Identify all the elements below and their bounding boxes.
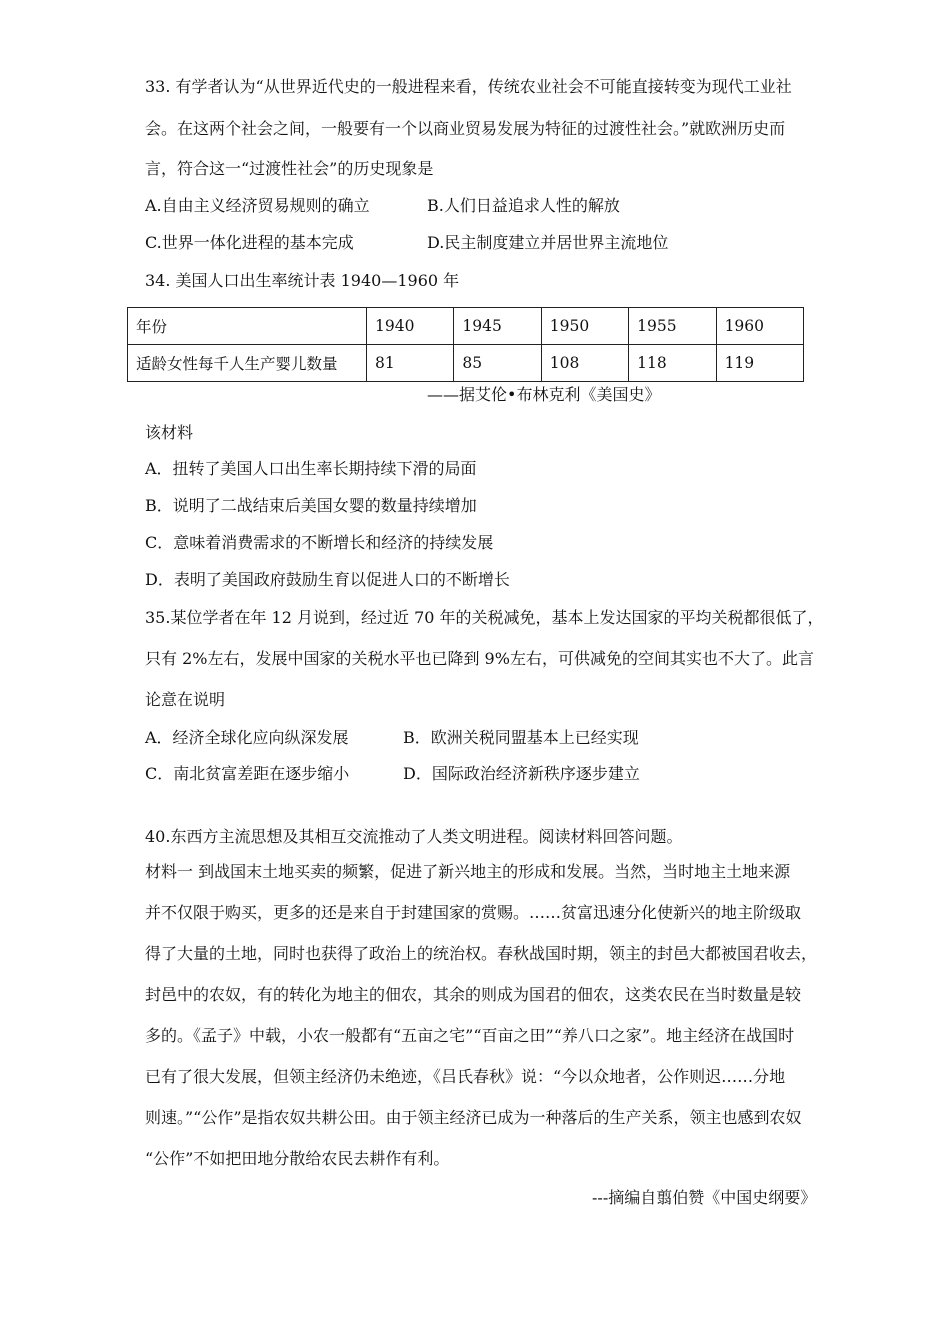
q40-material-line-4: 封邑中的农奴，有的转化为地主的佃农，其余的则成为国君的佃农，这类农民在当时数量是较	[145, 985, 802, 1004]
table-cell: 119	[716, 345, 803, 382]
table-cell: 118	[629, 345, 716, 382]
q40-material-line-8: “公作”不如把田地分散给农民去耕作有利。	[145, 1149, 450, 1168]
q33-line-1: 33. 有学者认为“从世界近代史的一般进程来看，传统农业社会不可能直接转变为现代工业社	[145, 77, 792, 96]
q34-option-b: B．说明了二战结束后美国女婴的数量持续增加	[145, 496, 477, 515]
table-cell: 81	[367, 345, 454, 382]
q40-material-line-2: 并不仅限于购买，更多的还是来自于封建国家的赏赐。……贫富迅速分化使新兴的地主阶级取	[145, 903, 802, 922]
table-header-year: 年份	[128, 308, 367, 345]
q35-option-b: B．欧洲关税同盟基本上已经实现	[403, 728, 639, 747]
q33-option-c: C.世界一体化进程的基本完成	[145, 233, 354, 252]
q35-line-3: 论意在说明	[145, 690, 226, 709]
q40-material-line-6: 已有了很大发展，但领主经济仍未绝迹，《吕氏春秋》说：“今以众地者，公作则迟……分地	[145, 1067, 786, 1086]
q35-line-2: 只有 2%左右，发展中国家的关税水平也已降到 9%左右，可供减免的空间其实也不大了。此言	[145, 649, 814, 668]
q33-option-b: B.人们日益追求人性的解放	[427, 196, 620, 215]
q34-option-a: A．扭转了美国人口出生率长期持续下滑的局面	[145, 459, 477, 478]
q40-material-line-5: 多的。《孟子》中载，小农一般都有“五亩之宅”“百亩之田”“养八口之家”。地主经济在战国时	[145, 1026, 795, 1045]
q35-option-d: D．国际政治经济新秩序逐步建立	[403, 764, 640, 783]
table-cell: 85	[454, 345, 541, 382]
table-cell: 108	[541, 345, 628, 382]
q34-stem: 该材料	[145, 423, 194, 442]
table-cell: 1955	[629, 308, 716, 345]
table-cell: 1960	[716, 308, 803, 345]
q33-option-a: A.自由主义经济贸易规则的确立	[145, 196, 370, 215]
table-cell: 1950	[541, 308, 628, 345]
birth-rate-table	[127, 307, 804, 382]
q34-option-d: D．表明了美国政府鼓励生育以促进人口的不断增长	[145, 570, 510, 589]
q33-option-d: D.民主制度建立并居世界主流地位	[427, 233, 669, 252]
q40-material-line-3: 得了大量的土地，同时也获得了政治上的统治权。春秋战国时期，领主的封邑大都被国君收去，	[145, 944, 818, 963]
q35-option-c: C．南北贫富差距在逐步缩小	[145, 764, 350, 783]
table-row	[128, 308, 804, 345]
q34-title: 34. 美国人口出生率统计表 1940—1960 年	[145, 271, 460, 290]
table-cell: 1940	[367, 308, 454, 345]
q40-material-line-7: 则速。”“公作”是指农奴共耕公田。由于领主经济已成为一种落后的生产关系，领主也感到农奴	[145, 1108, 802, 1127]
q40-title: 40.东西方主流思想及其相互交流推动了人类文明进程。阅读材料回答问题。	[145, 827, 683, 846]
q33-line-3: 言，符合这一“过渡性社会”的历史现象是	[145, 159, 434, 178]
q33-line-2: 会。在这两个社会之间，一般要有一个以商业贸易发展为特征的过渡性社会。”就欧洲历史而	[145, 119, 786, 138]
q35-option-a: A．经济全球化应向纵深发展	[145, 728, 349, 747]
q34-source: ——据艾伦•布林克利《美国史》	[427, 385, 661, 404]
table-cell: 1945	[454, 308, 541, 345]
q40-source: ---摘编自翦伯赞《中国史纲要》	[592, 1188, 817, 1207]
table-row	[128, 345, 804, 382]
q35-line-1: 35.某位学者在年 12 月说到，经过近 70 年的关税减免，基本上发达国家的平均关税都很低了，	[145, 608, 824, 627]
q40-material-line-1: 材料一 到战国末土地买卖的频繁，促进了新兴地主的形成和发展。当然，当时地主土地来源	[145, 862, 791, 881]
table-header-births: 适龄女性每千人生产婴儿数量	[128, 345, 367, 382]
q34-option-c: C．意味着消费需求的不断增长和经济的持续发展	[145, 533, 494, 552]
